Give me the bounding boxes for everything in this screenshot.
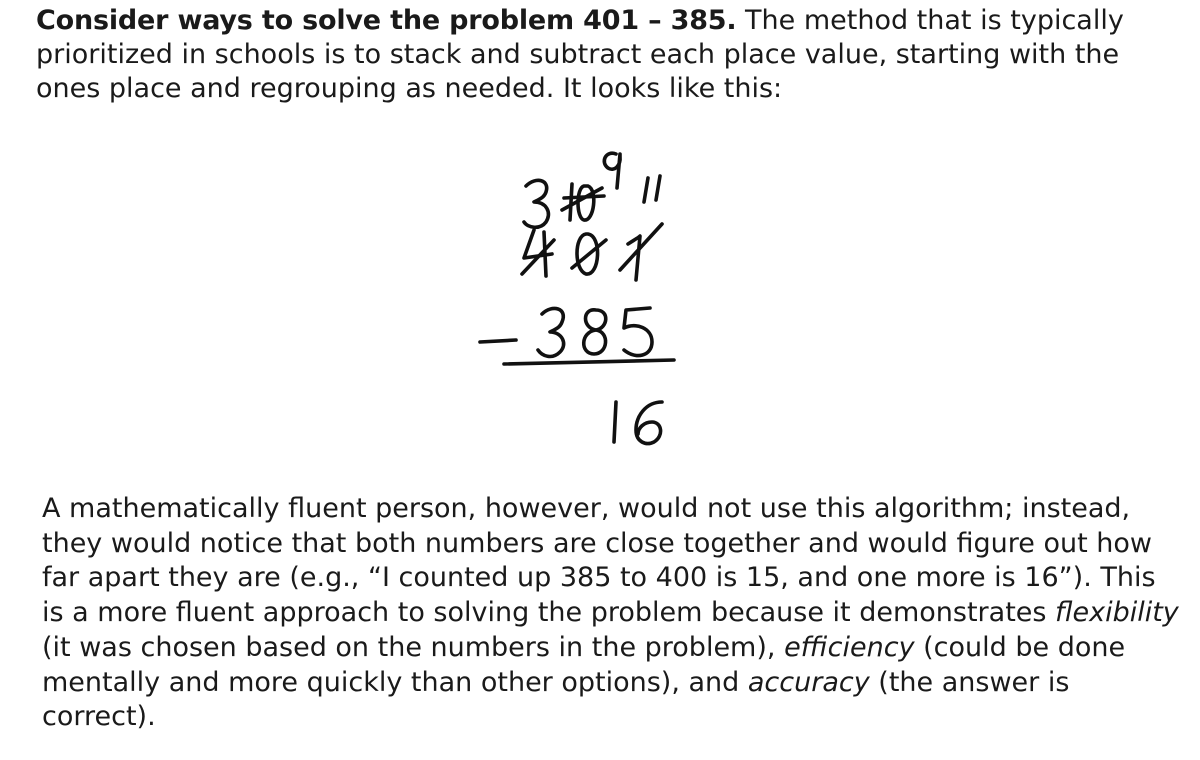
handwritten-subtraction-figure	[450, 140, 710, 460]
handwritten-eleven-regroup	[644, 176, 660, 202]
term-efficiency: efficiency	[784, 631, 915, 663]
intro-text: The method that is typically prioritized in schools is to stack and subtract each place value, starting with the ones place and regrouping as needed. It looks like this:	[36, 5, 1124, 104]
explanation-text-1: A mathematically fluent person, however, would not use this algorithm; instead, they would notice that both numbers are close together and would figure out how far apart they are (e.g., “I counted up 385 to 400 is 15, and one more is 16”). This is a more fluent approach to solving the problem because it demonstrates	[42, 493, 1156, 629]
problem-statement: Consider ways to solve the problem 401 – 385.	[36, 5, 737, 36]
handwritten-answer-line	[504, 360, 674, 364]
handwritten-answer-sixteen	[614, 402, 662, 444]
term-flexibility: flexibility	[1055, 597, 1179, 629]
explanation-paragraph	[42, 492, 1182, 735]
explanation-text-3: (could be done mentally and more quickly than other options), and	[42, 631, 1126, 698]
handwritten-three-regroup	[524, 180, 548, 227]
handwritten-three-eight-five	[538, 308, 652, 356]
handwritten-four-crossed	[522, 230, 554, 276]
explanation-text-2: (it was chosen based on the numbers in the problem),	[42, 631, 785, 663]
handwritten-ten-crossed	[562, 184, 604, 220]
handwritten-minus-sign	[480, 340, 516, 342]
term-accuracy: accuracy	[747, 666, 870, 698]
intro-paragraph	[36, 4, 1186, 106]
handwritten-one-crossed	[620, 224, 662, 280]
explanation-text-4: (the answer is correct).	[42, 666, 1070, 733]
handwritten-subtraction-drawing	[450, 140, 710, 460]
handwritten-zero-crossed	[572, 234, 606, 274]
handwritten-nine	[604, 153, 620, 188]
